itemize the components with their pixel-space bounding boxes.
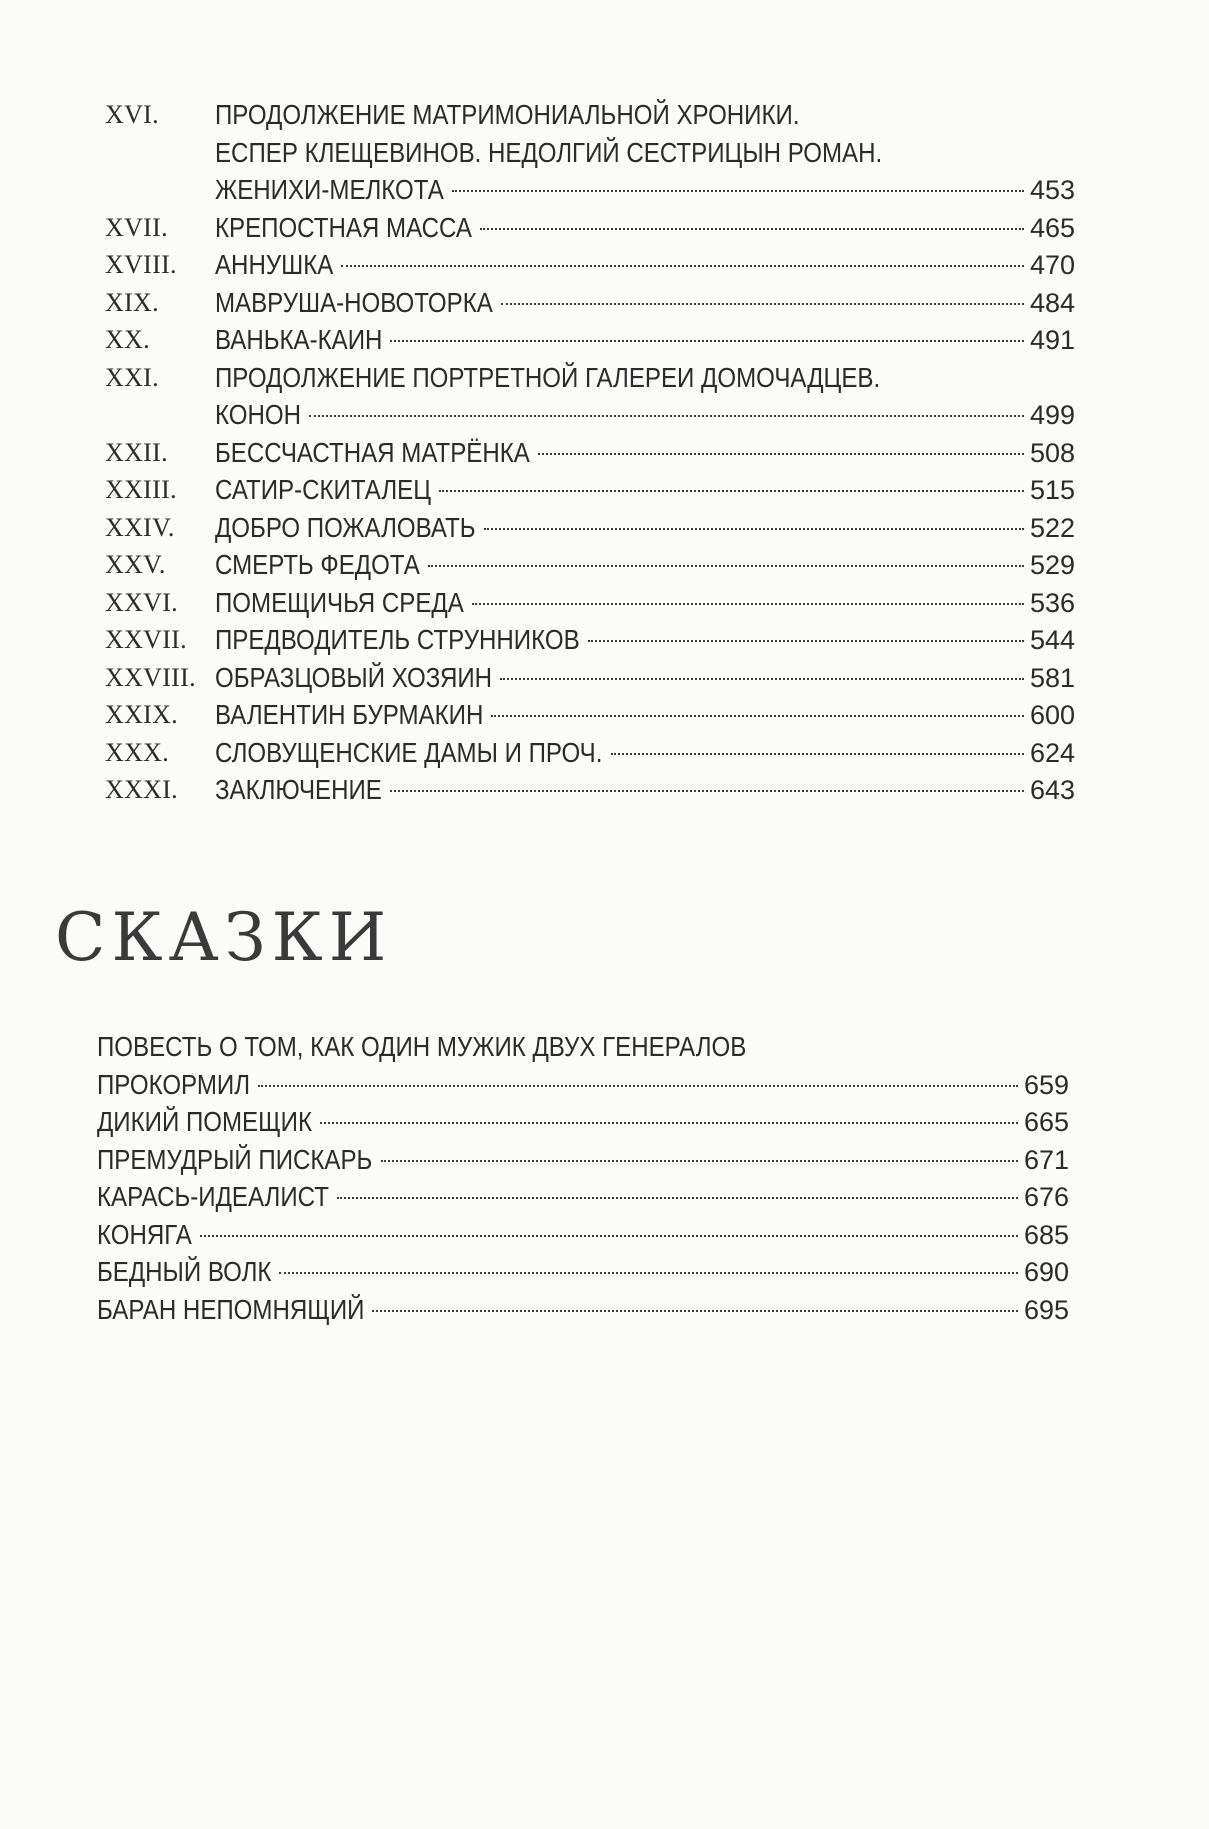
entry-body bbox=[215, 546, 1075, 585]
dot-leader bbox=[452, 190, 1024, 192]
entry-title: КОНЯГА bbox=[97, 1218, 192, 1250]
entry-body bbox=[215, 246, 1075, 285]
dot-leader bbox=[279, 1272, 1018, 1274]
page-number: 659 bbox=[1023, 1069, 1069, 1100]
entry-body bbox=[97, 1103, 1069, 1142]
chapter-number: XXVI. bbox=[105, 587, 178, 617]
dot-leader bbox=[611, 753, 1024, 755]
entry-title: ОБРАЗЦОВЫЙ ХОЗЯИН bbox=[215, 661, 493, 693]
page-number: 600 bbox=[1029, 700, 1075, 730]
chapter-number: XXI. bbox=[105, 362, 159, 392]
chapter-entry bbox=[105, 771, 1075, 809]
entry-title: МАВРУША-НОВОТОРКА bbox=[215, 286, 493, 318]
entry-title: КОНОН bbox=[215, 399, 301, 430]
dot-leader bbox=[390, 790, 1024, 792]
entry-title: ЖЕНИХИ-МЕЛКОТА bbox=[215, 174, 444, 205]
entry-body bbox=[215, 509, 1075, 548]
dot-leader bbox=[484, 528, 1024, 530]
chapter-entry bbox=[105, 659, 1075, 697]
entry-title: ПРОКОРМИЛ bbox=[97, 1068, 251, 1100]
dot-leader bbox=[320, 1122, 1018, 1124]
entry-title: ВАЛЕНТИН БУРМАКИН bbox=[215, 699, 484, 730]
entry-body bbox=[97, 1028, 1069, 1066]
entry-title: БАРАН НЕПОМНЯЩИЙ bbox=[97, 1293, 365, 1325]
tale-entry bbox=[97, 1141, 1069, 1179]
chapter-number: XIX. bbox=[105, 287, 159, 317]
page-number: 581 bbox=[1029, 662, 1075, 693]
entry-body bbox=[215, 321, 1075, 360]
chapter-number: XVII. bbox=[105, 212, 168, 242]
entry-title: ДИКИЙ ПОМЕЩИК bbox=[97, 1106, 313, 1137]
entry-body bbox=[215, 209, 1075, 248]
chapter-entry bbox=[105, 246, 1075, 284]
chapter-entry bbox=[105, 584, 1075, 622]
page-number: 484 bbox=[1029, 287, 1075, 318]
chapter-entry bbox=[105, 171, 1075, 209]
entry-title: ПОМЕЩИЧЬЯ СРЕДА bbox=[215, 586, 464, 618]
entry-body bbox=[97, 1141, 1069, 1180]
entry-title: ВАНЬКА-КАИН bbox=[215, 324, 383, 355]
tale-entry bbox=[97, 1291, 1069, 1329]
page-number: 522 bbox=[1029, 512, 1075, 543]
page-number: 544 bbox=[1029, 625, 1075, 655]
dot-leader bbox=[381, 1160, 1018, 1162]
chapter-entry bbox=[105, 284, 1075, 322]
tale-entry bbox=[97, 1066, 1069, 1104]
page-number: 665 bbox=[1023, 1107, 1069, 1137]
chapter-contents bbox=[105, 96, 1075, 809]
entry-body bbox=[215, 284, 1075, 323]
entry-body bbox=[97, 1216, 1069, 1255]
entry-body bbox=[215, 96, 1075, 134]
page-number: 676 bbox=[1023, 1182, 1069, 1212]
dot-leader bbox=[501, 303, 1024, 305]
entry-body bbox=[215, 396, 1075, 435]
entry-body bbox=[215, 359, 1075, 397]
entry-body bbox=[215, 771, 1075, 810]
dot-leader bbox=[491, 715, 1023, 717]
entry-title: ЗАКЛЮЧЕНИЕ bbox=[215, 774, 382, 805]
entry-body bbox=[215, 134, 1075, 172]
page-number: 470 bbox=[1029, 250, 1075, 280]
dot-leader bbox=[372, 1310, 1018, 1312]
entry-body bbox=[215, 434, 1075, 473]
chapter-number: XXIX. bbox=[105, 700, 178, 729]
entry-title: ПОВЕСТЬ О ТОМ, КАК ОДИН МУЖИК ДВУХ ГЕНЕРАЛОВ bbox=[97, 1031, 747, 1062]
entry-title: ПРОДОЛЖЕНИЕ ПОРТРЕТНОЙ ГАЛЕРЕИ ДОМОЧАДЦЕВ. bbox=[215, 361, 881, 393]
page-number: 690 bbox=[1023, 1257, 1069, 1287]
entry-title-line bbox=[105, 359, 1075, 397]
entry-title-line bbox=[97, 1028, 1069, 1066]
entry-title: СМЕРТЬ ФЕДОТА bbox=[215, 549, 420, 580]
dot-leader bbox=[538, 453, 1024, 455]
page-number: 671 bbox=[1023, 1144, 1069, 1175]
chapter-number: XX. bbox=[105, 325, 150, 354]
page-number: 508 bbox=[1029, 437, 1075, 468]
chapter-number: XXIII. bbox=[105, 475, 177, 504]
dot-leader bbox=[500, 678, 1024, 680]
chapter-number: XXII. bbox=[105, 437, 168, 467]
entry-title: ПРЕДВОДИТЕЛЬ СТРУННИКОВ bbox=[215, 624, 580, 655]
entry-body bbox=[215, 471, 1075, 510]
chapter-number: XXXI. bbox=[105, 775, 178, 804]
entry-title-line bbox=[105, 134, 1075, 172]
chapter-entry bbox=[105, 434, 1075, 472]
dot-leader bbox=[472, 603, 1024, 605]
chapter-number: XVIII. bbox=[105, 250, 177, 279]
dot-leader bbox=[439, 490, 1024, 492]
page-number: 624 bbox=[1029, 737, 1075, 768]
entry-title: САТИР-СКИТАЛЕЦ bbox=[215, 474, 432, 505]
page-number: 643 bbox=[1029, 775, 1075, 805]
page-number: 453 bbox=[1029, 175, 1075, 205]
chapter-entry bbox=[105, 734, 1075, 772]
tales-contents bbox=[97, 1028, 1069, 1328]
entry-body bbox=[215, 621, 1075, 660]
chapter-entry bbox=[105, 209, 1075, 247]
entry-body bbox=[97, 1178, 1069, 1217]
chapter-entry bbox=[105, 396, 1075, 434]
dot-leader bbox=[390, 340, 1024, 342]
entry-title: БЕССЧАСТНАЯ МАТРЁНКА bbox=[215, 436, 530, 468]
page-number: 499 bbox=[1029, 400, 1075, 430]
page-number: 529 bbox=[1029, 550, 1075, 580]
chapter-number: XXV. bbox=[105, 550, 166, 579]
page-number: 536 bbox=[1029, 587, 1075, 618]
page-number: 465 bbox=[1029, 212, 1075, 243]
entry-title: ДОБРО ПОЖАЛОВАТЬ bbox=[215, 511, 476, 543]
entry-title: АННУШКА bbox=[215, 249, 334, 280]
chapter-entry bbox=[105, 471, 1075, 509]
page-number: 515 bbox=[1029, 475, 1075, 505]
page-number: 695 bbox=[1023, 1294, 1069, 1325]
entry-body bbox=[215, 584, 1075, 623]
entry-title: ПРОДОЛЖЕНИЕ МАТРИМОНИАЛЬНОЙ ХРОНИКИ. bbox=[215, 99, 800, 130]
entry-body bbox=[97, 1291, 1069, 1330]
tale-entry bbox=[97, 1216, 1069, 1254]
entry-body bbox=[215, 734, 1075, 773]
dot-leader bbox=[258, 1085, 1018, 1087]
chapter-number: XVI. bbox=[105, 100, 159, 129]
entry-title: КАРАСЬ-ИДЕАЛИСТ bbox=[97, 1181, 329, 1212]
entry-title: ПРЕМУДРЫЙ ПИСКАРЬ bbox=[97, 1143, 373, 1175]
entry-body bbox=[215, 696, 1075, 735]
chapter-entry bbox=[105, 321, 1075, 359]
tale-entry bbox=[97, 1178, 1069, 1216]
chapter-number: XXVII. bbox=[105, 625, 187, 654]
chapter-entry bbox=[105, 696, 1075, 734]
chapter-entry bbox=[105, 509, 1075, 547]
chapter-number: XXX. bbox=[105, 737, 170, 767]
entry-title: ЕСПЕР КЛЕЩЕВИНОВ. НЕДОЛГИЙ СЕСТРИЦЫН РОМАН. bbox=[215, 136, 883, 168]
entry-title: СЛОВУЩЕНСКИЕ ДАМЫ И ПРОЧ. bbox=[215, 736, 603, 768]
dot-leader bbox=[588, 640, 1024, 642]
chapter-number: XXVIII. bbox=[105, 662, 196, 692]
page-number: 491 bbox=[1029, 325, 1075, 355]
entry-title: КРЕПОСТНАЯ МАССА bbox=[215, 211, 472, 243]
tale-entry bbox=[97, 1253, 1069, 1291]
entry-title: БЕДНЫЙ ВОЛК bbox=[97, 1256, 272, 1287]
dot-leader bbox=[480, 228, 1024, 230]
page-number: 685 bbox=[1023, 1219, 1069, 1250]
entry-body bbox=[97, 1066, 1069, 1105]
entry-title-line bbox=[105, 96, 1075, 134]
tale-entry bbox=[97, 1103, 1069, 1141]
dot-leader bbox=[428, 565, 1024, 567]
entry-body bbox=[97, 1253, 1069, 1292]
entry-body bbox=[215, 171, 1075, 210]
section-heading: СКАЗКИ bbox=[55, 899, 393, 976]
dot-leader bbox=[200, 1235, 1018, 1237]
dot-leader bbox=[337, 1197, 1018, 1199]
chapter-entry bbox=[105, 621, 1075, 659]
chapter-number: XXIV. bbox=[105, 512, 175, 542]
chapter-entry bbox=[105, 546, 1075, 584]
entry-body bbox=[215, 659, 1075, 698]
dot-leader bbox=[309, 415, 1024, 417]
dot-leader bbox=[341, 265, 1024, 267]
